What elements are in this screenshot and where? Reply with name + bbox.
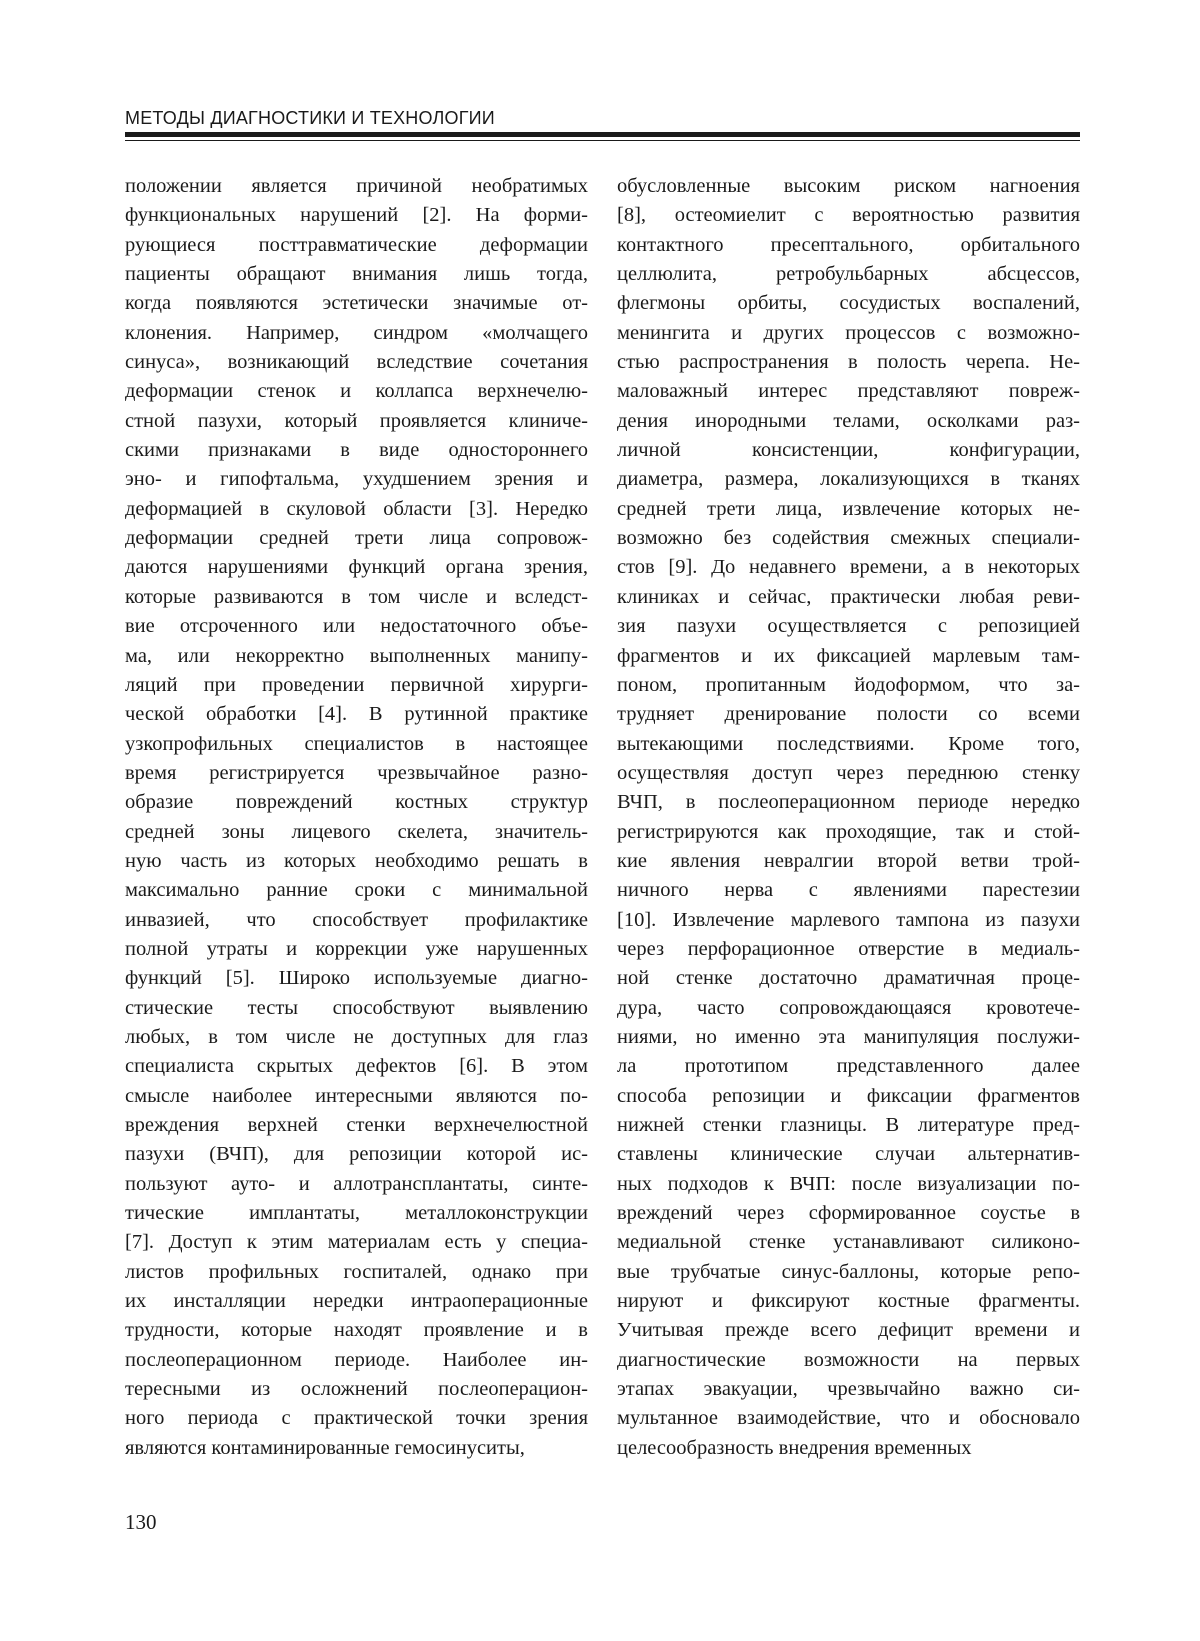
text-column-left: [125, 172, 588, 1463]
text-line: осуществляя доступ через переднюю стенку: [617, 761, 1080, 784]
text-line: эно- и гипофтальма, ухудшением зрения и: [125, 468, 588, 491]
text-line: стной пазухи, который проявляется клиниче-: [125, 409, 588, 432]
text-line: вреждений через сформированное соустье в: [617, 1202, 1080, 1225]
text-line: [10]. Извлечение марлевого тампона из пазухи: [617, 908, 1080, 931]
text-line: поном, пропитанным йодоформом, что за-: [617, 673, 1080, 696]
text-line: ВЧП, в послеоперационном периоде нередко: [617, 791, 1080, 814]
text-line: клонения. Например, синдром «молчащего: [125, 321, 588, 344]
text-line: деформацией в скуловой области [3]. Нередко: [125, 497, 588, 520]
text-line: вие отсроченного или недостаточного объе-: [125, 615, 588, 638]
text-line: через перфорационное отверстие в медиаль-: [617, 937, 1080, 960]
text-line: скими признаками в виде одностороннего: [125, 439, 588, 462]
text-column-right: [617, 172, 1080, 1463]
text-line: ничного нерва с явлениями парестезии: [617, 879, 1080, 902]
text-line: любых, в том числе не доступных для глаз: [125, 1025, 588, 1048]
text-line: контактного пресептального, орбитального: [617, 233, 1080, 256]
text-line: обусловленные высоким риском нагноения: [617, 175, 1080, 197]
text-line: вытекающими последствиями. Кроме того,: [617, 732, 1080, 755]
text-line: функциональных нарушений [2]. На форми-: [125, 204, 588, 227]
text-line: полной утраты и коррекции уже нарушенных: [125, 937, 588, 960]
text-line: дения инородными телами, осколками раз-: [617, 409, 1080, 432]
text-line: средней трети лица, извлечение которых не-: [617, 497, 1080, 520]
text-line: даются нарушениями функций органа зрения,: [125, 556, 588, 579]
text-line: максимально ранние сроки с минимальной: [125, 879, 588, 902]
text-line: ную часть из которых необходимо решать в: [125, 849, 588, 872]
text-line: трудности, которые находят проявление и в: [125, 1319, 588, 1342]
text-line: вые трубчатые синус-баллоны, которые репо-: [617, 1260, 1080, 1283]
text-line: Учитывая прежде всего дефицит времени и: [617, 1319, 1080, 1342]
text-line: клиниках и сейчас, практически любая реви-: [617, 585, 1080, 608]
text-line: кие явления невралгии второй ветви трой-: [617, 849, 1080, 872]
text-line: деформации средней трети лица сопровож-: [125, 527, 588, 550]
text-line: возможно без содействия смежных специали-: [617, 527, 1080, 550]
text-line: узкопрофильных специалистов в настоящее: [125, 732, 588, 755]
text-line: смысле наиболее интересными являются по-: [125, 1084, 588, 1107]
text-line: средней зоны лицевого скелета, значитель-: [125, 820, 588, 843]
text-line: синуса», возникающий вследствие сочетания: [125, 351, 588, 374]
text-line: рующиеся посттравматические деформации: [125, 233, 588, 256]
text-line: ческой обработки [4]. В рутинной практике: [125, 703, 588, 726]
text-line: менингита и других процессов с возможно-: [617, 321, 1080, 344]
header-rule-thin: [125, 140, 1080, 141]
text-line: целлюлита, ретробульбарных абсцессов,: [617, 263, 1080, 286]
text-line: специалиста скрытых дефектов [6]. В этом: [125, 1055, 588, 1078]
text-line: личной консистенции, конфигурации,: [617, 439, 1080, 462]
text-line: ла прототипом представленного далее: [617, 1055, 1080, 1078]
text-line: их инсталляции нередки интраоперационные: [125, 1290, 588, 1313]
text-line: являются контаминированные гемосинуситы,: [125, 1436, 525, 1459]
text-line: деформации стенок и коллапса верхнечелю-: [125, 380, 588, 403]
page-number: 130: [125, 1510, 157, 1534]
text-line: время регистрируется чрезвычайное разно-: [125, 761, 588, 784]
text-line: нижней стенки глазницы. В литературе пред-: [617, 1114, 1080, 1136]
text-line: пациенты обращают внимания лишь тогда,: [125, 263, 588, 286]
text-line: ного периода с практической точки зрения: [125, 1407, 588, 1430]
text-line: положении является причиной необратимых: [125, 175, 588, 197]
text-line: стов [9]. До недавнего времени, а в некоторых: [617, 556, 1080, 579]
text-line: мультанное взаимодействие, что и обосновало: [617, 1407, 1080, 1430]
text-line: регистрируются как проходящие, так и стой-: [617, 820, 1080, 843]
text-line: диагностические возможности на первых: [617, 1348, 1080, 1371]
text-line: листов профильных госпиталей, однако при: [125, 1260, 588, 1283]
text-line: пазухи (ВЧП), для репозиции которой ис-: [125, 1143, 588, 1166]
text-line: послеоперационном периоде. Наиболее ин-: [125, 1348, 588, 1371]
text-line: зия пазухи осуществляется с репозицией: [617, 615, 1080, 638]
text-line: ных подходов к ВЧП: после визуализации по-: [617, 1172, 1080, 1195]
header-rule: [125, 132, 1080, 137]
text-line: ставлены клинические случаи альтернатив-: [617, 1143, 1080, 1166]
text-line: функций [5]. Широко используемые диагно-: [125, 967, 588, 990]
text-line: ляций при проведении первичной хирурги-: [125, 673, 588, 696]
text-line: когда появляются эстетически значимые от-: [125, 292, 588, 315]
text-line: тересными из осложнений послеоперацион-: [125, 1378, 588, 1401]
text-line: вреждения верхней стенки верхнечелюстной: [125, 1114, 588, 1136]
text-line: пользуют ауто- и аллотрансплантаты, синте-: [125, 1172, 588, 1195]
text-line: [8], остеомиелит с вероятностью развития: [617, 204, 1080, 227]
text-line: дура, часто сопровождающаяся кровотече-: [617, 996, 1080, 1019]
text-line: целесообразность внедрения временных: [617, 1436, 972, 1459]
text-line: ма, или некорректно выполненных манипу-: [125, 644, 588, 667]
text-line: образие повреждений костных структур: [125, 791, 588, 814]
text-line: [7]. Доступ к этим материалам есть у специа-: [125, 1231, 588, 1254]
text-line: ной стенке достаточно драматичная проце-: [617, 967, 1080, 990]
text-line: медиальной стенке устанавливают силиконо-: [617, 1231, 1080, 1254]
text-line: этапах эвакуации, чрезвычайно важно си-: [617, 1378, 1080, 1401]
text-line: тические имплантаты, металлоконструкции: [125, 1202, 588, 1225]
text-line: которые развиваются в том числе и вследст-: [125, 585, 588, 608]
section-title: МЕТОДЫ ДИАГНОСТИКИ И ТЕХНОЛОГИИ: [125, 108, 495, 128]
text-line: маловажный интерес представляют повреж-: [617, 380, 1080, 403]
text-line: флегмоны орбиты, сосудистых воспалений,: [617, 292, 1080, 315]
text-line: диаметра, размера, локализующихся в тканях: [617, 468, 1080, 491]
text-line: стические тесты способствуют выявлению: [125, 996, 588, 1019]
text-line: способа репозиции и фиксации фрагментов: [617, 1084, 1080, 1107]
text-line: фрагментов и их фиксацией марлевым там-: [617, 644, 1080, 667]
text-line: инвазией, что способствует профилактике: [125, 908, 588, 931]
text-line: трудняет дренирование полости со всеми: [617, 703, 1080, 726]
text-line: нируют и фиксируют костные фрагменты.: [617, 1290, 1080, 1313]
text-line: стью распространения в полость черепа. Не-: [617, 351, 1080, 374]
text-line: ниями, но именно эта манипуляция послужи-: [617, 1025, 1080, 1048]
